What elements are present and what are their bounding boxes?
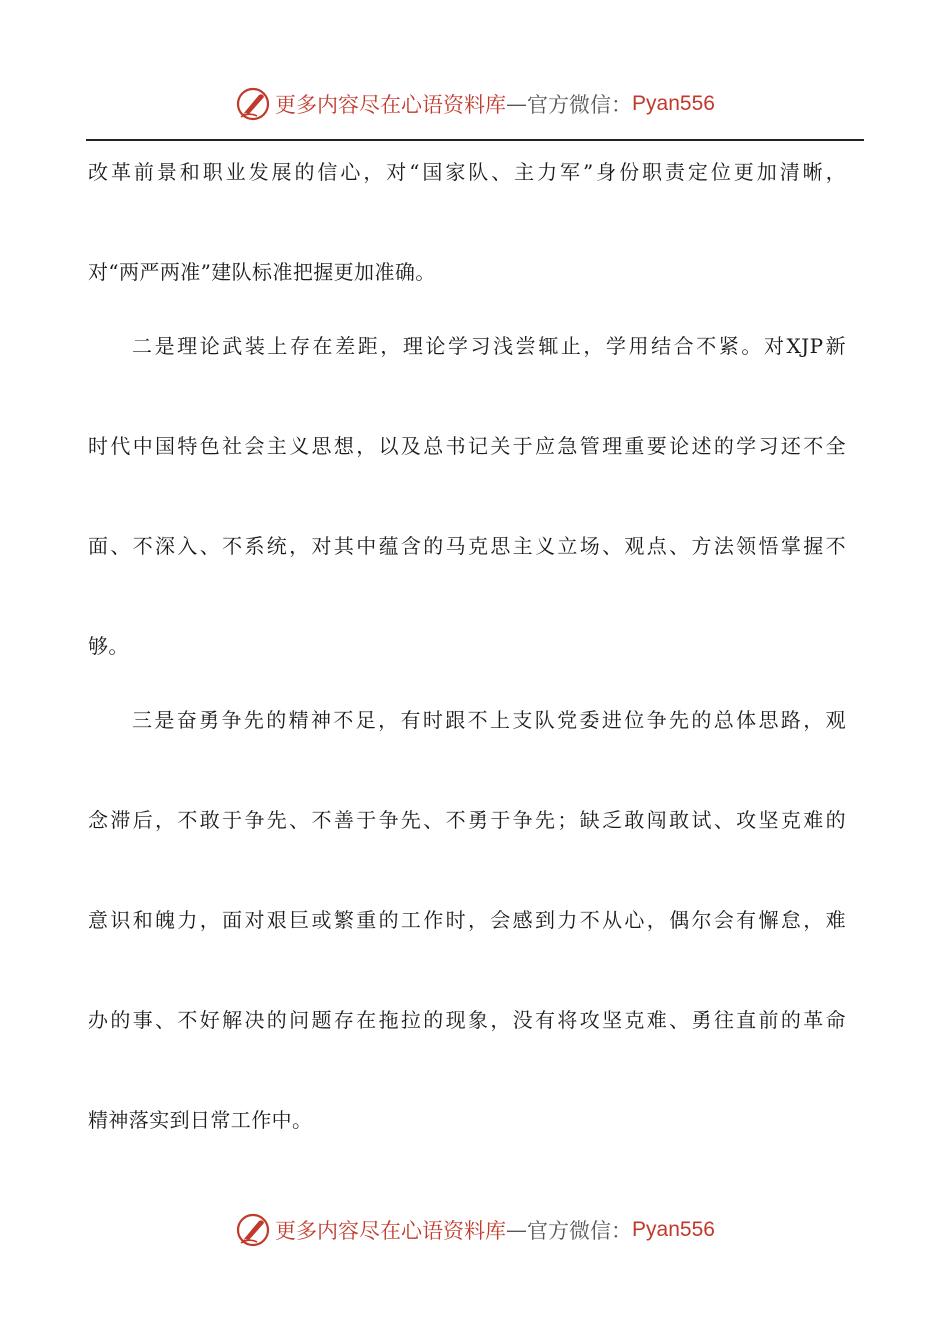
body-line: 面、不深入、不系统，对其中蕴含的马克思主义立场、观点、方法领悟掌握不	[88, 534, 846, 558]
body-line: 办的事、不好解决的问题存在拖拉的现象，没有将攻坚克难、勇往直前的革命	[88, 1008, 846, 1032]
header-separator: —	[506, 92, 528, 116]
body-line: 时代中国特色社会主义思想，以及总书记关于应急管理重要论述的学习还不全	[88, 434, 846, 458]
body-line: 够。	[88, 634, 129, 658]
footer-separator: —	[506, 1218, 528, 1242]
header-divider	[86, 139, 864, 141]
body-line: 二是理论武装上存在差距，理论学习浅尝辄止，学用结合不紧。对XJP新	[132, 334, 846, 358]
body-line: 三是奋勇争先的精神不足，有时跟不上支队党委进位争先的总体思路，观	[132, 708, 846, 732]
footer-banner	[0, 1210, 950, 1250]
header-wechat-id: Pyan556	[632, 92, 715, 115]
header-brand: 更多内容尽在心语资料库	[275, 93, 507, 117]
header-banner	[0, 84, 950, 124]
footer-wechat-id: Pyan556	[632, 1218, 715, 1241]
quill-pen-logo-icon	[235, 86, 271, 122]
body-line: 精神落实到日常工作中。	[88, 1108, 313, 1132]
document-body	[88, 150, 846, 1198]
quill-pen-logo-icon	[235, 1212, 271, 1248]
footer-brand: 更多内容尽在心语资料库	[275, 1219, 507, 1243]
footer-contact-label: 官方微信：	[527, 1219, 633, 1243]
header-contact-label: 官方微信：	[527, 93, 633, 117]
body-line: 念滞后，不敢于争先、不善于争先、不勇于争先；缺乏敢闯敢试、攻坚克难的	[88, 808, 846, 832]
body-line: 对“两严两准”建队标准把握更加准确。	[88, 260, 436, 284]
body-line: 改革前景和职业发展的信心，对“国家队、主力军”身份职责定位更加清晰，	[88, 160, 846, 184]
body-line: 意识和魄力，面对艰巨或繁重的工作时，会感到力不从心，偶尔会有懈怠，难	[88, 908, 846, 932]
